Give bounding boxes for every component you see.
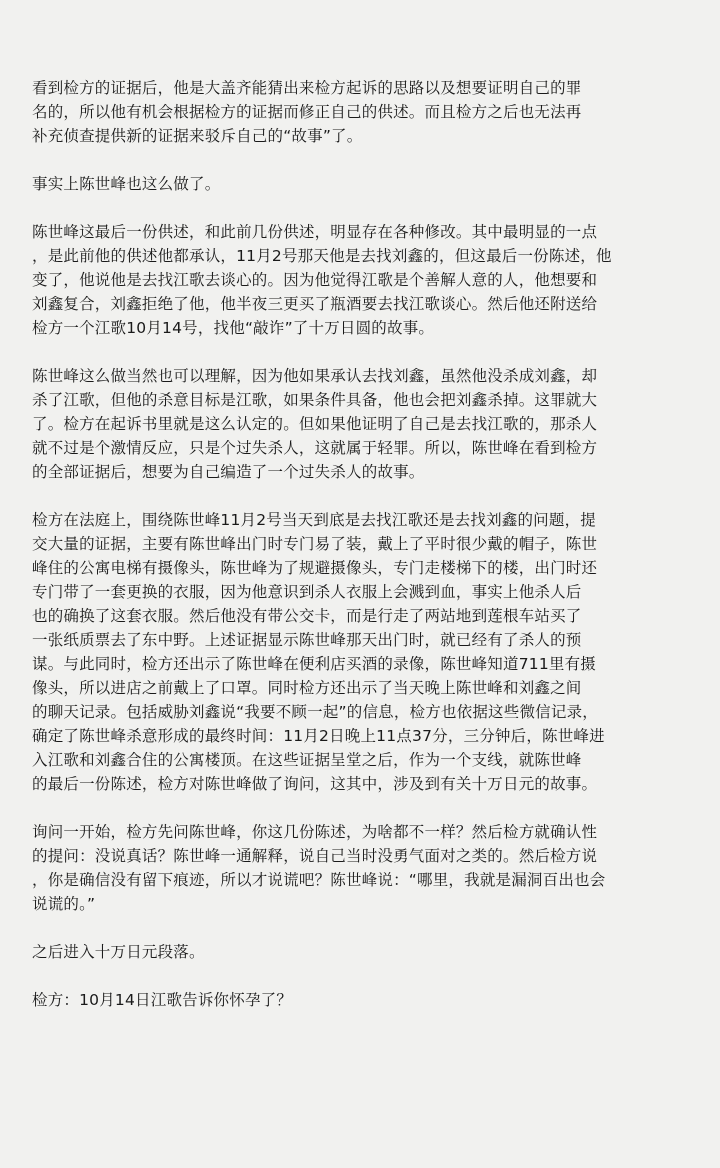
paragraph-8 xyxy=(32,988,700,1012)
text-line: 的最后一份陈述，检方对陈世峰做了询问，这其中，涉及到有关十万日元的故事。 xyxy=(32,775,598,793)
text-line: 检方：10月14日江歌告诉你怀孕了？ xyxy=(32,991,293,1009)
text-line: 也的确换了这套衣服。然后他没有带公交卡，而是行走了两站地到莲根车站买了 xyxy=(32,607,582,625)
paragraph-6 xyxy=(32,820,700,916)
text-line: 的聊天记录。包括威胁刘鑫说“我要不顾一起”的信息，检方也依据这些微信记录， xyxy=(32,703,598,721)
text-line: 刘鑫复合，刘鑫拒绝了他，他半夜三更买了瓶酒要去找江歌谈心。然后他还附送给 xyxy=(32,295,598,313)
text-line: 了。检方在起诉书里就是这么认定的。但如果他证明了自己是去找江歌的，那杀人 xyxy=(32,415,598,433)
text-line: 说谎的。” xyxy=(32,895,96,913)
text-line: 的提问：没说真话？陈世峰一通解释，说自己当时没勇气面对之类的。然后检方说 xyxy=(32,847,598,865)
text-line: 的全部证据后，想要为自己编造了一个过失杀人的故事。 xyxy=(32,463,425,481)
paragraph-4 xyxy=(32,364,700,484)
text-line: 专门带了一套更换的衣服，因为他意识到杀人衣服上会溅到血，事实上他杀人后 xyxy=(32,583,582,601)
text-line: 杀了江歌，但他的杀意目标是江歌，如果条件具备，他也会把刘鑫杀掉。这罪就大 xyxy=(32,391,598,409)
text-line: 陈世峰这么做当然也可以理解，因为他如果承认去找刘鑫，虽然他没杀成刘鑫，却 xyxy=(32,367,598,385)
text-line: 检方一个江歌10月14号，找他“敲诈”了十万日圆的故事。 xyxy=(32,319,435,337)
text-line: 补充侦查提供新的证据来驳斥自己的“故事”了。 xyxy=(32,127,363,145)
paragraph-3 xyxy=(32,220,700,340)
text-line: 名的，所以他有机会根据检方的证据而修正自己的供述。而且检方之后也无法再 xyxy=(32,103,582,121)
text-line: 像头，所以进店之前戴上了口罩。同时检方还出示了当天晚上陈世峰和刘鑫之间 xyxy=(32,679,582,697)
paragraph-7 xyxy=(32,940,700,964)
text-line: ，是此前他的供述他都承认，11月2号那天他是去找刘鑫的，但这最后一份陈述，他 xyxy=(32,247,612,265)
paragraph-5 xyxy=(32,508,700,796)
text-line: 检方在法庭上，围绕陈世峰11月2号当天到底是去找江歌还是去找刘鑫的问题，提 xyxy=(32,511,596,529)
text-line: 之后进入十万日元段落。 xyxy=(32,943,205,961)
text-line: 交大量的证据，主要有陈世峰出门时专门易了装，戴上了平时很少戴的帽子，陈世 xyxy=(32,535,598,553)
paragraph-1 xyxy=(32,76,700,148)
text-line: 事实上陈世峰也这么做了。 xyxy=(32,175,221,193)
text-line: 询问一开始，检方先问陈世峰，你这几份陈述，为啥都不一样？然后检方就确认性 xyxy=(32,823,598,841)
text-line: 峰住的公寓电梯有摄像头，陈世峰为了规避摄像头，专门走楼梯下的楼，出门时还 xyxy=(32,559,598,577)
text-line: 陈世峰这最后一份供述，和此前几份供述，明显存在各种修改。其中最明显的一点 xyxy=(32,223,598,241)
text-line: 就不过是个激情反应，只是个过失杀人，这就属于轻罪。所以，陈世峰在看到检方 xyxy=(32,439,598,457)
text-line: 变了，他说他是去找江歌去谈心的。因为他觉得江歌是个善解人意的人，他想要和 xyxy=(32,271,598,289)
text-line: 看到检方的证据后，他是大盖齐能猜出来检方起诉的思路以及想要证明自己的罪 xyxy=(32,79,582,97)
text-line: 确定了陈世峰杀意形成的最终时间：11月2日晚上11点37分，三分钟后，陈世峰进 xyxy=(32,727,605,745)
text-line: 入江歌和刘鑫合住的公寓楼顶。在这些证据呈堂之后，作为一个支线，就陈世峰 xyxy=(32,751,582,769)
paragraph-2 xyxy=(32,172,700,196)
text-line: ，你是确信没有留下痕迹，所以才说谎吧？陈世峰说：“哪里，我就是漏洞百出也会 xyxy=(32,871,606,889)
text-line: 谋。与此同时，检方还出示了陈世峰在便利店买酒的录像，陈世峰知道711里有摄 xyxy=(32,655,596,673)
text-line: 一张纸质票去了东中野。上述证据显示陈世峰那天出门时，就已经有了杀人的预 xyxy=(32,631,582,649)
